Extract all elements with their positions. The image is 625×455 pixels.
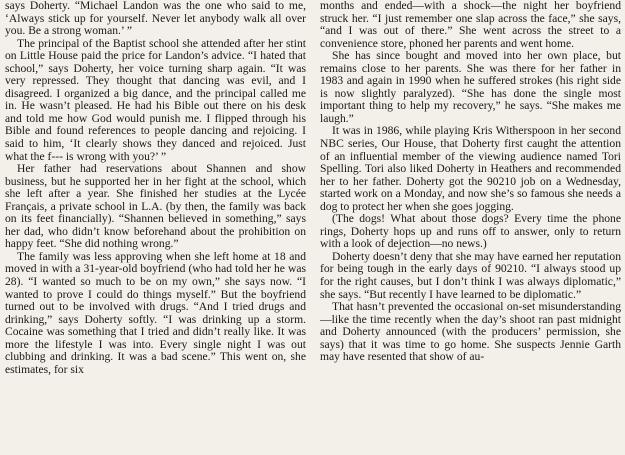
paragraph: (The dogs! What about those dogs? Every time the phone rings, Doherty hops up and runs off to answer, only to return with a look of dejection—no news.) <box>320 212 621 251</box>
right-column <box>320 0 621 455</box>
paragraph: Her father had reservations about Shannen and show business, but he supported her in her fight at the school, which she left after a year. She finished her studies at the Lycée Français, a private school in L.A. (by then, the family was back on its feet financially). “Shannen believed in something,” says her dad, who didn’t know beforehand about the prohibition on happy feet. “She did nothing wrong.” <box>5 162 306 251</box>
paragraph: The family was less approving when she left home at 18 and moved in with a 31-year-old boyfriend (who had told her he was 28). “I wanted so much to be on my own,” she says now. “I wanted to prove I could do things myself.” But the boyfriend turned out to be involved with drugs. “And I tried drugs and drinking,” says Doherty softly. “I was drinking up a storm. Cocaine was something that I tried and didn’t really like. It was more the lifestyle I was into. Every single night I was out clubbing and drinking. It was a bad scene.” This went on, she estimates, for six <box>5 249 306 376</box>
paragraph: Doherty doesn’t deny that she may have earned her reputation for being tough in the early days of 90210. “I always stood up for the right causes, but I don’t think I was always diplomatic,” she says. “But recently I have learned to be diplomatic.” <box>320 249 621 301</box>
paragraph: The principal of the Baptist school she attended after her stint on Little House paid the price for Landon’s advice. “I hated that school,” says Doherty, her voice turning sharp again. “It was very repressed. They thought that dancing was evil, and I disagreed. I organized a big dance, and the principal called me in. He wasn’t pleased. He had his Bible out there on his desk and told me how God would punish me. I flipped through his Bible and found references to people dancing and rejoicing. I said to him, ‘It clearly shows they danced and rejoiced. Just what the f--- is wrong with you?’ ” <box>5 36 306 163</box>
paragraph: That hasn’t prevented the occasional on-set misunderstanding—like the time recently when the day’s shoot ran past midnight and Doherty announced (with the producers’ permission, she says) that it was time to go home. She suspects Jennie Garth may have resented that show of au- <box>320 300 621 364</box>
paragraph: It was in 1986, while playing Kris Witherspoon in her second NBC series, Our House, that Doherty first caught the attention of an influential member of the viewing audience named Tori Spelling. Tori also liked Doherty in Heathers and recommended her to her father. Doherty got the 90210 job on a Wednesday, started work on a Monday, and now she’s so famous she needs a dog to protect her when she goes jogging. <box>320 124 621 213</box>
paragraph: says Doherty. “Michael Landon was the one who said to me, ‘Always stick up for yourself. Never let anybody walk all over you. Be a strong woman.’ ” <box>5 0 306 38</box>
paragraph: She has since bought and moved into her own place, but remains close to her parents. She was there for her father in 1983 and again in 1990 when he suffered strokes (his right side is now slightly paralyzed). “She has done the single most important thing to help my recovery,” he says. “She makes me laugh.” <box>320 49 621 125</box>
left-column <box>5 0 306 455</box>
paragraph: months and ended—with a shock—the night her boyfriend struck her. “I just remember one slap across the face,” she says, “and I was out of there.” She went across the street to a convenience store, phoned her parents and went home. <box>320 0 621 50</box>
